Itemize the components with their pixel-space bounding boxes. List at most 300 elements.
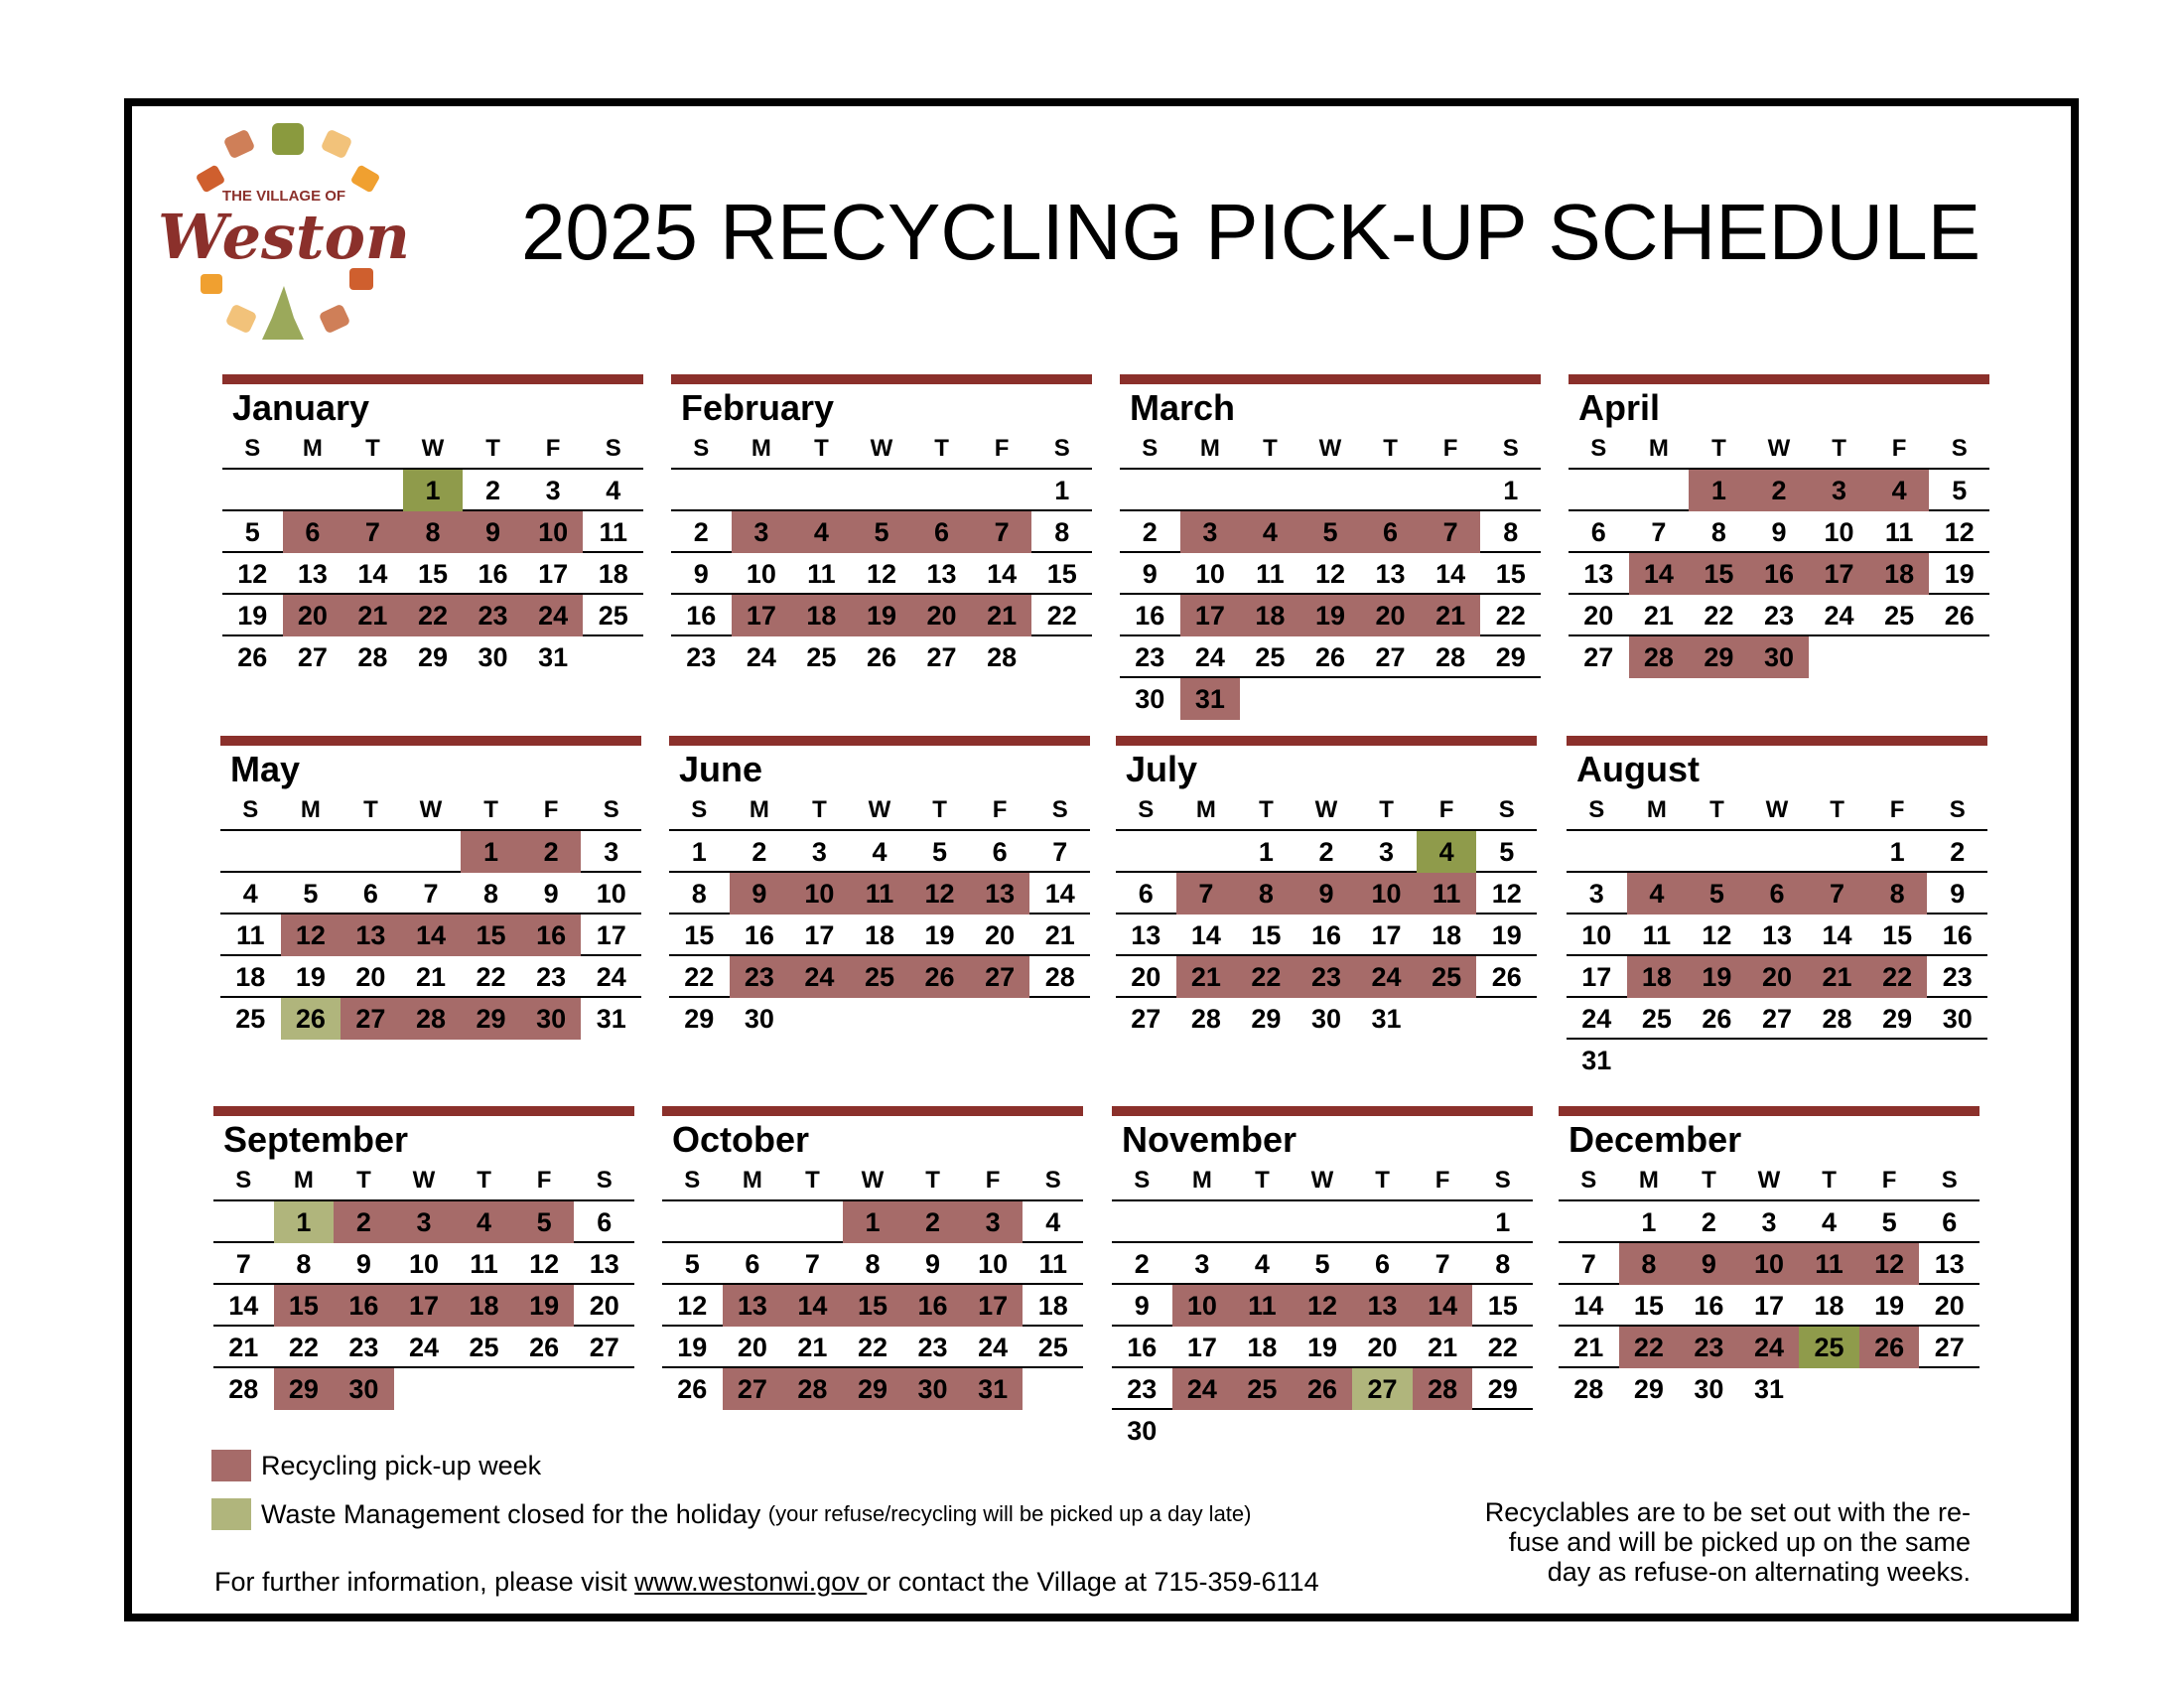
week-row: [1116, 956, 1537, 998]
empty-cell: [401, 831, 462, 873]
day-cell: 14: [228, 1291, 259, 1321]
empty-cell: [1116, 831, 1176, 873]
day-cell: 2: [1318, 837, 1334, 867]
day-cell: 16: [1127, 1333, 1158, 1362]
recycling-day-cell: 6: [1360, 511, 1421, 553]
day-cell: 28: [1822, 1004, 1852, 1034]
recycling-day-cell: 19: [852, 595, 912, 636]
weekday-header: [671, 428, 1092, 470]
recycling-day-cell: 20: [1360, 595, 1421, 636]
day-cell: 2: [1950, 837, 1966, 867]
day-cell: 24: [1194, 642, 1225, 672]
empty-cell: [1176, 831, 1237, 873]
week-row: [222, 636, 643, 678]
day-cell: 5: [1499, 837, 1515, 867]
recycling-day-cell: 13: [341, 914, 401, 956]
day-cell: 25: [1037, 1333, 1068, 1362]
day-cell: 6: [597, 1207, 613, 1237]
recycling-day-cell: 16: [521, 914, 582, 956]
week-row: [1120, 553, 1541, 595]
day-cell: 1: [1054, 476, 1070, 505]
day-cell: 9: [925, 1249, 941, 1279]
weekday-label: F: [1434, 1167, 1450, 1194]
empty-cell: [723, 1201, 783, 1243]
empty-cell: [1687, 831, 1747, 873]
holiday-swatch: [211, 1498, 251, 1530]
recycling-day-cell: 15: [461, 914, 521, 956]
day-cell: 15: [1487, 1291, 1518, 1321]
week-row: [671, 553, 1092, 595]
day-cell: 15: [1251, 920, 1282, 950]
empty-cell: [1172, 1410, 1233, 1452]
day-cell: 19: [1491, 920, 1522, 950]
day-cell: 29: [1251, 1004, 1282, 1034]
weekday-label: S: [235, 1167, 252, 1194]
weekday-label: W: [1757, 1167, 1781, 1194]
week-row: [662, 1368, 1083, 1410]
day-cell: 2: [485, 476, 501, 505]
weekday-header: [222, 428, 643, 470]
weekday-label: S: [1580, 1167, 1597, 1194]
week-row: [213, 1285, 634, 1327]
day-cell: 21: [1573, 1333, 1604, 1362]
day-cell: 16: [1310, 920, 1342, 950]
holiday-day-cell: 27: [1352, 1368, 1413, 1410]
weekday-label: T: [934, 435, 949, 462]
empty-cell: [1929, 636, 1989, 678]
day-cell: 30: [1310, 1004, 1342, 1034]
month-july: [1116, 736, 1537, 1040]
month-february: [671, 374, 1092, 678]
recycling-day-cell: 11: [1232, 1285, 1293, 1327]
weekday-header: [1567, 789, 1987, 831]
recycling-day-cell: 7: [342, 511, 403, 553]
day-cell: 22: [476, 962, 506, 992]
empty-cell: [850, 998, 910, 1040]
week-row: [222, 470, 643, 511]
day-cell: 9: [1950, 879, 1966, 909]
recycling-day-cell: 23: [463, 595, 523, 636]
empty-cell: [972, 470, 1032, 511]
recycling-day-cell: 4: [1627, 873, 1688, 914]
recycling-day-cell: 10: [1172, 1285, 1233, 1327]
empty-cell: [1352, 1410, 1413, 1452]
recycling-day-cell: 15: [843, 1285, 903, 1327]
weekday-label: W: [419, 796, 443, 823]
day-cell: 15: [1495, 559, 1526, 589]
week-row: [220, 831, 641, 873]
weekday-label: M: [1195, 796, 1216, 823]
day-cell: 14: [987, 559, 1018, 589]
day-cell: 17: [1186, 1333, 1217, 1362]
month-september: [213, 1106, 634, 1410]
week-row: [1567, 998, 1987, 1040]
recycling-day-cell: 14: [1413, 1285, 1473, 1327]
recycling-day-cell: 8: [1867, 873, 1928, 914]
weekday-label: W: [1767, 435, 1791, 462]
month-name: July: [1126, 749, 1198, 789]
week-row: [1120, 511, 1541, 553]
week-row: [669, 956, 1090, 998]
day-cell: 9: [1142, 559, 1158, 589]
empty-cell: [1799, 1368, 1859, 1410]
empty-cell: [1629, 470, 1690, 511]
day-cell: 11: [1884, 517, 1914, 547]
recycling-day-cell: 21: [1807, 956, 1867, 998]
recycling-day-cell: 24: [1739, 1327, 1800, 1368]
weekday-label: S: [1044, 1167, 1061, 1194]
recycling-day-cell: 29: [274, 1368, 335, 1410]
recycling-day-cell: 12: [1293, 1285, 1353, 1327]
day-cell: 24: [596, 962, 626, 992]
empty-cell: [911, 470, 972, 511]
weekday-label: S: [603, 796, 619, 823]
day-cell: 9: [1771, 517, 1787, 547]
recycling-day-cell: 9: [1297, 873, 1357, 914]
empty-cell: [222, 470, 283, 511]
day-cell: 18: [864, 920, 895, 950]
day-cell: 4: [606, 476, 621, 505]
day-cell: 30: [1694, 1374, 1724, 1404]
week-row: [222, 511, 643, 553]
empty-cell: [732, 470, 792, 511]
recycling-day-cell: 13: [1352, 1285, 1413, 1327]
weekday-header: [1569, 428, 1989, 470]
day-cell: 22: [288, 1333, 319, 1362]
recycling-day-cell: 25: [850, 956, 910, 998]
recycling-day-cell: 28: [782, 1368, 843, 1410]
day-cell: 5: [684, 1249, 700, 1279]
recycling-day-cell: 5: [1687, 873, 1747, 914]
weekday-label: S: [1134, 1167, 1151, 1194]
day-cell: 13: [1375, 559, 1406, 589]
holiday-day-cell: 1: [274, 1201, 335, 1243]
weekday-label: T: [812, 796, 827, 823]
empty-cell: [1476, 998, 1537, 1040]
day-cell: 17: [1581, 962, 1612, 992]
day-cell: 3: [545, 476, 561, 505]
day-cell: 20: [1131, 962, 1161, 992]
recycling-day-cell: 6: [1747, 873, 1808, 914]
day-cell: 17: [1753, 1291, 1785, 1321]
day-cell: 9: [1134, 1291, 1150, 1321]
legend-holiday: [211, 1498, 1251, 1530]
day-cell: 31: [538, 642, 569, 672]
day-cell: 5: [1881, 1207, 1897, 1237]
recycling-day-cell: 29: [1689, 636, 1749, 678]
month-bar: [1112, 1106, 1533, 1116]
empty-cell: [1559, 1201, 1619, 1243]
weekday-label: S: [1142, 435, 1159, 462]
weekday-header: [669, 789, 1090, 831]
weekday-label: T: [925, 1167, 940, 1194]
recycling-day-cell: 25: [1232, 1368, 1293, 1410]
day-cell: 14: [1822, 920, 1852, 950]
weekday-label: T: [1709, 796, 1724, 823]
week-row: [1559, 1285, 1979, 1327]
recycling-day-cell: 16: [902, 1285, 963, 1327]
day-cell: 23: [686, 642, 717, 672]
recycling-day-cell: 24: [523, 595, 584, 636]
weekday-label: S: [605, 435, 621, 462]
weekday-label: S: [1138, 796, 1155, 823]
holiday-day-cell: 25: [1799, 1327, 1859, 1368]
day-cell: 31: [1371, 1004, 1402, 1034]
recycling-day-cell: 15: [274, 1285, 335, 1327]
week-row: [1569, 636, 1989, 678]
footer-prefix: For further information, please visit: [214, 1567, 635, 1597]
weekday-label: M: [293, 1167, 314, 1194]
day-cell: 21: [1428, 1333, 1458, 1362]
legend-holiday-note: (your refuse/recycling will be picked up a day late): [767, 1501, 1252, 1526]
recycling-day-cell: 17: [963, 1285, 1024, 1327]
month-august: [1567, 736, 1987, 1081]
day-cell: 18: [1037, 1291, 1068, 1321]
recycling-day-cell: 22: [1867, 956, 1928, 998]
weekday-label: S: [242, 796, 259, 823]
svg-text:THE VILLAGE OF: THE VILLAGE OF: [221, 188, 346, 205]
recycling-day-cell: 9: [730, 873, 790, 914]
day-cell: 1: [1495, 1207, 1511, 1237]
day-cell: 4: [872, 837, 887, 867]
day-cell: 23: [536, 962, 567, 992]
empty-cell: [341, 831, 401, 873]
day-cell: 7: [1052, 837, 1068, 867]
empty-cell: [1029, 998, 1090, 1040]
day-cell: 26: [1491, 962, 1522, 992]
week-row: [1112, 1327, 1533, 1368]
month-name: February: [681, 387, 835, 428]
day-cell: 27: [1375, 642, 1406, 672]
weekday-label: F: [1438, 796, 1454, 823]
recycling-day-cell: 2: [1749, 470, 1810, 511]
day-cell: 6: [1138, 879, 1154, 909]
week-row: [1559, 1368, 1979, 1410]
day-cell: 11: [1642, 920, 1672, 950]
day-cell: 19: [677, 1333, 708, 1362]
recycling-day-cell: 11: [1799, 1243, 1859, 1285]
day-cell: 27: [297, 642, 328, 672]
empty-cell: [1480, 678, 1541, 720]
weekday-header: [213, 1160, 634, 1201]
day-cell: 25: [598, 601, 628, 631]
week-row: [220, 873, 641, 914]
footer-suffix: or contact the Village at 715-359-6114: [867, 1567, 1319, 1597]
recycling-day-cell: 13: [723, 1285, 783, 1327]
day-cell: 8: [1054, 517, 1070, 547]
legend-recycling-label: Recycling pick-up week: [261, 1450, 542, 1480]
recycling-day-cell: 24: [1356, 956, 1417, 998]
page-title: 2025 RECYCLING PICK-UP SCHEDULE: [520, 188, 1981, 276]
weekday-label: T: [1375, 1167, 1390, 1194]
day-cell: 27: [1131, 1004, 1161, 1034]
day-cell: 18: [1814, 1291, 1844, 1321]
website-link[interactable]: www.westonwi.gov: [634, 1567, 868, 1597]
day-cell: 27: [1934, 1333, 1965, 1362]
empty-cell: [1807, 831, 1867, 873]
day-cell: 14: [1435, 559, 1466, 589]
month-name: April: [1578, 387, 1661, 428]
weekday-header: [1120, 428, 1541, 470]
month-name: May: [230, 749, 301, 789]
recycling-day-cell: 11: [850, 873, 910, 914]
month-october: [662, 1106, 1083, 1410]
weekday-label: M: [742, 1167, 762, 1194]
empty-cell: [1413, 1410, 1473, 1452]
weekday-label: F: [994, 435, 1010, 462]
day-cell: 17: [596, 920, 626, 950]
month-bar: [1116, 736, 1537, 746]
day-cell: 31: [1753, 1374, 1785, 1404]
day-cell: 24: [1581, 1004, 1612, 1034]
month-bar: [213, 1106, 634, 1116]
day-cell: 8: [1503, 517, 1519, 547]
week-row: [671, 511, 1092, 553]
day-cell: 11: [599, 517, 627, 547]
weekday-label: T: [1830, 796, 1844, 823]
recycling-day-cell: 7: [1421, 511, 1481, 553]
day-cell: 23: [917, 1333, 948, 1362]
recycling-day-cell: 17: [394, 1285, 455, 1327]
week-row: [222, 595, 643, 636]
day-cell: 7: [804, 1249, 820, 1279]
day-cell: 8: [1710, 517, 1726, 547]
day-cell: 21: [797, 1333, 828, 1362]
day-cell: 1: [1503, 476, 1519, 505]
holiday-day-cell: 26: [281, 998, 341, 1040]
recycling-day-cell: 5: [1300, 511, 1361, 553]
day-cell: 15: [1882, 920, 1913, 950]
day-cell: 1: [1641, 1207, 1657, 1237]
recycling-day-cell: 17: [1809, 553, 1869, 595]
legend-recycling: [211, 1450, 541, 1481]
recycling-day-cell: 13: [970, 873, 1030, 914]
day-cell: 17: [1371, 920, 1402, 950]
recycling-day-cell: 24: [1172, 1368, 1233, 1410]
month-name: June: [679, 749, 763, 789]
recycling-day-cell: 18: [454, 1285, 514, 1327]
recycling-day-cell: 21: [972, 595, 1032, 636]
recycling-day-cell: 29: [461, 998, 521, 1040]
day-cell: 25: [1255, 642, 1286, 672]
day-cell: 6: [1375, 1249, 1391, 1279]
month-bar: [662, 1106, 1083, 1116]
week-row: [222, 553, 643, 595]
week-row: [1569, 470, 1989, 511]
recycling-day-cell: 25: [1417, 956, 1477, 998]
recycling-day-cell: 7: [1807, 873, 1867, 914]
recycling-day-cell: 16: [1749, 553, 1810, 595]
day-cell: 1: [691, 837, 707, 867]
recycling-day-cell: 10: [523, 511, 584, 553]
recycling-day-cell: 8: [403, 511, 464, 553]
day-cell: 30: [1942, 1004, 1973, 1034]
recycling-day-cell: 18: [1627, 956, 1688, 998]
empty-cell: [1293, 1410, 1353, 1452]
day-cell: 21: [1643, 601, 1674, 631]
month-january: [222, 374, 643, 678]
day-cell: 3: [1194, 1249, 1210, 1279]
day-cell: 19: [1874, 1291, 1905, 1321]
month-bar: [1567, 736, 1987, 746]
day-cell: 31: [1581, 1046, 1612, 1075]
day-cell: 28: [1435, 642, 1466, 672]
day-cell: 4: [1254, 1249, 1270, 1279]
recycling-day-cell: 2: [521, 831, 582, 873]
weekday-label: T: [1263, 435, 1278, 462]
week-row: [669, 998, 1090, 1040]
month-bar: [1120, 374, 1541, 384]
week-row: [1120, 636, 1541, 678]
day-cell: 20: [589, 1291, 619, 1321]
month-bar: [669, 736, 1090, 746]
recycling-day-cell: 17: [732, 595, 792, 636]
day-cell: 16: [1694, 1291, 1724, 1321]
recycling-day-cell: 10: [789, 873, 850, 914]
recycling-day-cell: 14: [782, 1285, 843, 1327]
day-cell: 25: [1884, 601, 1915, 631]
weekday-label: M: [1646, 796, 1667, 823]
month-december: [1559, 1106, 1979, 1410]
day-cell: 9: [355, 1249, 371, 1279]
recycling-day-cell: 31: [1180, 678, 1241, 720]
day-cell: 22: [1487, 1333, 1518, 1362]
recycling-day-cell: 5: [514, 1201, 575, 1243]
day-cell: 15: [1046, 559, 1077, 589]
empty-cell: [970, 998, 1030, 1040]
week-row: [220, 998, 641, 1040]
day-cell: 7: [1434, 1249, 1450, 1279]
day-cell: 8: [1495, 1249, 1511, 1279]
recycling-day-cell: 2: [902, 1201, 963, 1243]
day-cell: 18: [598, 559, 628, 589]
recycling-day-cell: 30: [334, 1368, 394, 1410]
day-cell: 16: [1942, 920, 1973, 950]
weekday-header: [1116, 789, 1537, 831]
day-cell: 26: [677, 1374, 708, 1404]
day-cell: 3: [811, 837, 827, 867]
day-cell: 11: [236, 920, 265, 950]
weekday-label: S: [596, 1167, 613, 1194]
empty-cell: [1360, 678, 1421, 720]
day-cell: 13: [297, 559, 328, 589]
day-cell: 31: [596, 1004, 626, 1034]
empty-cell: [1240, 678, 1300, 720]
day-cell: 7: [423, 879, 439, 909]
empty-cell: [1627, 831, 1688, 873]
weekday-label: S: [1941, 1167, 1958, 1194]
weekday-label: S: [1051, 796, 1068, 823]
empty-cell: [1413, 1201, 1473, 1243]
day-cell: 13: [589, 1249, 619, 1279]
recycling-day-cell: 7: [1176, 873, 1237, 914]
empty-cell: [1809, 636, 1869, 678]
empty-cell: [1300, 678, 1361, 720]
recycling-day-cell: 30: [521, 998, 582, 1040]
weekday-label: S: [1053, 435, 1070, 462]
day-cell: 26: [237, 642, 268, 672]
day-cell: 10: [1824, 517, 1854, 547]
month-june: [669, 736, 1090, 1040]
recycling-day-cell: 26: [909, 956, 970, 998]
day-cell: 22: [857, 1333, 888, 1362]
day-cell: 13: [926, 559, 957, 589]
empty-cell: [671, 470, 732, 511]
recycling-day-cell: 15: [1689, 553, 1749, 595]
month-bar: [220, 736, 641, 746]
day-cell: 3: [1588, 879, 1604, 909]
recycling-day-cell: 30: [1749, 636, 1810, 678]
